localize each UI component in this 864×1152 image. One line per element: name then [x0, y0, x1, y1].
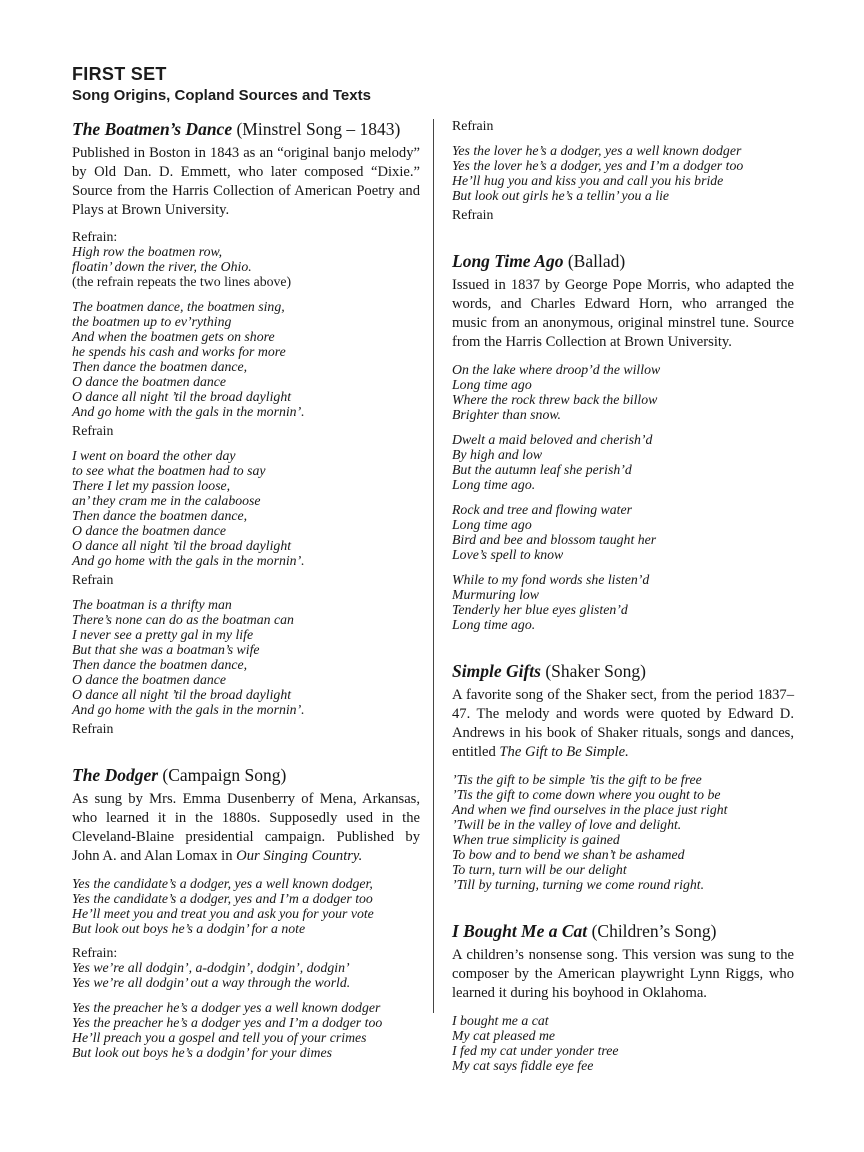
- lyric-line: And when the boatmen gets on shore: [72, 329, 275, 344]
- verse: [452, 432, 794, 492]
- song-description: [72, 790, 420, 866]
- lyric-line: O dance the boatmen dance: [72, 523, 227, 538]
- lyric-line: ’Tis the gift to come down where you ought to be: [452, 787, 721, 802]
- lyric-line: The boatman is a thrifty man: [72, 597, 232, 612]
- description-segment: A favorite song of the Shaker sect, from the period 1837–47. The melody and words were quoted by Edward D. Andrews in his book of Shaker rituals, songs and dances, entitled: [452, 687, 794, 760]
- lyric-line: an’ they cram me in the calaboose: [72, 493, 261, 508]
- lyric-line: Where the rock threw back the billow: [452, 392, 658, 407]
- lyric-line: Yes we’re all dodgin’ out a way through the world.: [72, 975, 351, 990]
- song-name: The Dodger: [72, 765, 159, 785]
- verse: [72, 1000, 420, 1060]
- lyric-line: The boatmen dance, the boatmen sing,: [72, 299, 285, 314]
- lyric-line: floatin’ down the river, the Ohio.: [72, 259, 252, 274]
- description-segment: As sung by Mrs. Emma Dusenberry of Mena, Arkansas, who learned it in the 1880s. Supposedly used in the Cleveland-Blaine presidential campaign. Published by John A. and Alan Lomax in: [72, 791, 420, 864]
- song-description: [72, 144, 420, 220]
- lyric-line: ’Till by turning, turning we come round right.: [452, 877, 705, 892]
- song-genre: (Minstrel Song – 1843): [232, 119, 401, 139]
- verse: [72, 448, 420, 568]
- lyric-line: To bow and to bend we shan’t be ashamed: [452, 847, 685, 862]
- lyric-line: Long time ago: [452, 377, 532, 392]
- lyric-line: Dwelt a maid beloved and cherish’d: [452, 432, 653, 447]
- lyric-line: To turn, turn will be our delight: [452, 862, 627, 877]
- song-name: Simple Gifts: [452, 661, 541, 681]
- lyric-line: Love’s spell to know: [452, 547, 564, 562]
- song-title: [72, 118, 420, 140]
- right-column: [452, 118, 794, 1073]
- lyric-line: Yes the preacher he’s a dodger yes a well known dodger: [72, 1000, 381, 1015]
- refrain-label: Refrain: [72, 721, 114, 736]
- refrain-label: Refrain: [72, 572, 114, 587]
- song-title: [452, 660, 794, 682]
- description-segment: A children’s nonsense song. This version was sung to the composer by the American playwright Lynn Riggs, who learned it during his boyhood in Oklahoma.: [452, 947, 794, 1001]
- lyric-line: Then dance the boatmen dance,: [72, 657, 248, 672]
- lyric-line: O dance the boatmen dance: [72, 672, 227, 687]
- lyric-line: Yes the lover he’s a dodger, yes and I’m a dodger too: [452, 158, 744, 173]
- lyric-line: Rock and tree and flowing water: [452, 502, 632, 517]
- song-title: [452, 920, 794, 942]
- lyric-line: Yes the lover he’s a dodger, yes a well known dodger: [452, 143, 742, 158]
- refrain-note: (the refrain repeats the two lines above): [72, 274, 292, 289]
- lyric-line: Brighter than snow.: [452, 407, 561, 422]
- lyric-line: But look out boys he’s a dodgin’ for a note: [72, 921, 306, 936]
- lyric-line: O dance all night ’til the broad daylight: [72, 389, 292, 404]
- lyric-line: Then dance the boatmen dance,: [72, 508, 248, 523]
- refrain-label: Refrain:: [72, 229, 118, 244]
- refrain-label: Refrain: [452, 207, 494, 222]
- lyric-line: But that she was a boatman’s wife: [72, 642, 260, 657]
- description-segment: The Gift to Be Simple.: [499, 744, 629, 760]
- song-title: [452, 250, 794, 272]
- lyric-line: he spends his cash and works for more: [72, 344, 286, 359]
- refrain-label: Refrain: [452, 118, 494, 133]
- song-description: [452, 686, 794, 762]
- lyric-line: Long time ago.: [452, 617, 536, 632]
- verse: [452, 772, 794, 892]
- verse: [72, 876, 420, 936]
- left-column: [72, 118, 420, 1060]
- lyric-line: And go home with the gals in the mornin’.: [72, 404, 305, 419]
- lyric-line: And go home with the gals in the mornin’.: [72, 702, 305, 717]
- verse: [452, 502, 794, 562]
- lyric-line: Yes the candidate’s a dodger, yes and I’m a dodger too: [72, 891, 373, 906]
- song-genre: (Shaker Song): [540, 661, 646, 681]
- lyric-line: There’s none can do as the boatman can: [72, 612, 294, 627]
- lyric-line: O dance all night ’til the broad daylight: [72, 687, 292, 702]
- lyric-line: But look out boys he’s a dodgin’ for your dimes: [72, 1045, 332, 1060]
- song-genre: (Children’s Song): [587, 921, 717, 941]
- description-segment: Published in Boston in 1843 as an “original banjo melody” by Old Dan. D. Emmett, who later composed “Dixie.” Source from the Harris Collection of American Poetry and Plays at Brown University.: [72, 145, 420, 218]
- verse: [72, 960, 420, 990]
- lyric-line: I never see a pretty gal in my life: [72, 627, 254, 642]
- lyric-line: ’Tis the gift to be simple ’tis the gift to be free: [452, 772, 702, 787]
- lyric-line: But look out girls he’s a tellin’ you a lie: [452, 188, 670, 203]
- lyric-line: Yes we’re all dodgin’, a-dodgin’, dodgin’, dodgin’: [72, 960, 350, 975]
- song-description: [452, 946, 794, 1003]
- verse: [72, 299, 420, 419]
- refrain-label: Refrain:: [72, 945, 118, 960]
- lyric-line: Long time ago.: [452, 477, 536, 492]
- lyric-line: He’ll preach you a gospel and tell you of your crimes: [72, 1030, 367, 1045]
- lyric-line: O dance all night ’til the broad daylight: [72, 538, 292, 553]
- song-genre: (Ballad): [563, 251, 626, 271]
- lyric-line: There I let my passion loose,: [72, 478, 231, 493]
- song-title: [72, 764, 420, 786]
- lyric-line: My cat pleased me: [452, 1028, 556, 1043]
- song-description: [452, 276, 794, 352]
- lyric-line: Yes the candidate’s a dodger, yes a well known dodger,: [72, 876, 373, 891]
- lyric-line: to see what the boatmen had to say: [72, 463, 266, 478]
- lyric-line: Then dance the boatmen dance,: [72, 359, 248, 374]
- lyric-line: High row the boatmen row,: [72, 244, 223, 259]
- verse: [452, 362, 794, 422]
- verse: [452, 572, 794, 632]
- verse: [452, 143, 794, 203]
- lyric-line: But the autumn leaf she perish’d: [452, 462, 632, 477]
- lyric-line: I bought me a cat: [452, 1013, 549, 1028]
- lyric-line: I went on board the other day: [72, 448, 236, 463]
- lyric-line: When true simplicity is gained: [452, 832, 620, 847]
- page-header: [72, 64, 371, 105]
- lyric-line: I fed my cat under yonder tree: [452, 1043, 619, 1058]
- lyric-line: My cat says fiddle eye fee: [452, 1058, 594, 1073]
- set-title: FIRST SET: [72, 64, 167, 84]
- song-name: I Bought Me a Cat: [452, 921, 588, 941]
- refrain-label: Refrain: [72, 423, 114, 438]
- song-genre: (Campaign Song): [158, 765, 287, 785]
- lyric-line: the boatmen up to ev’rything: [72, 314, 232, 329]
- description-segment: Issued in 1837 by George Pope Morris, who adapted the words, and Charles Edward Horn, who arranged the music from an anonymous, original minstrel tune. Source from the Harris Collection at Brown University.: [452, 277, 794, 350]
- set-subtitle: Song Origins, Copland Sources and Texts: [72, 87, 371, 104]
- verse: [72, 244, 420, 274]
- lyric-line: Tenderly her blue eyes glisten’d: [452, 602, 628, 617]
- lyric-line: ’Twill be in the valley of love and delight.: [452, 817, 682, 832]
- lyric-line: He’ll meet you and treat you and ask you for your vote: [72, 906, 374, 921]
- song-name: The Boatmen’s Dance: [72, 119, 233, 139]
- lyric-line: Murmuring low: [452, 587, 540, 602]
- lyric-line: On the lake where droop’d the willow: [452, 362, 661, 377]
- lyric-line: Long time ago: [452, 517, 532, 532]
- song-name: Long Time Ago: [452, 251, 564, 271]
- description-segment: Our Singing Country.: [236, 848, 363, 864]
- lyric-line: Yes the preacher he’s a dodger yes and I’m a dodger too: [72, 1015, 383, 1030]
- verse: [72, 597, 420, 717]
- lyric-line: And when we find ourselves in the place just right: [452, 802, 728, 817]
- lyric-line: He’ll hug you and kiss you and call you his bride: [452, 173, 724, 188]
- column-divider: [433, 119, 434, 1013]
- verse: [452, 1013, 794, 1073]
- lyric-line: By high and low: [452, 447, 543, 462]
- lyric-line: O dance the boatmen dance: [72, 374, 227, 389]
- lyric-line: And go home with the gals in the mornin’.: [72, 553, 305, 568]
- lyric-line: Bird and bee and blossom taught her: [452, 532, 657, 547]
- lyric-line: While to my fond words she listen’d: [452, 572, 650, 587]
